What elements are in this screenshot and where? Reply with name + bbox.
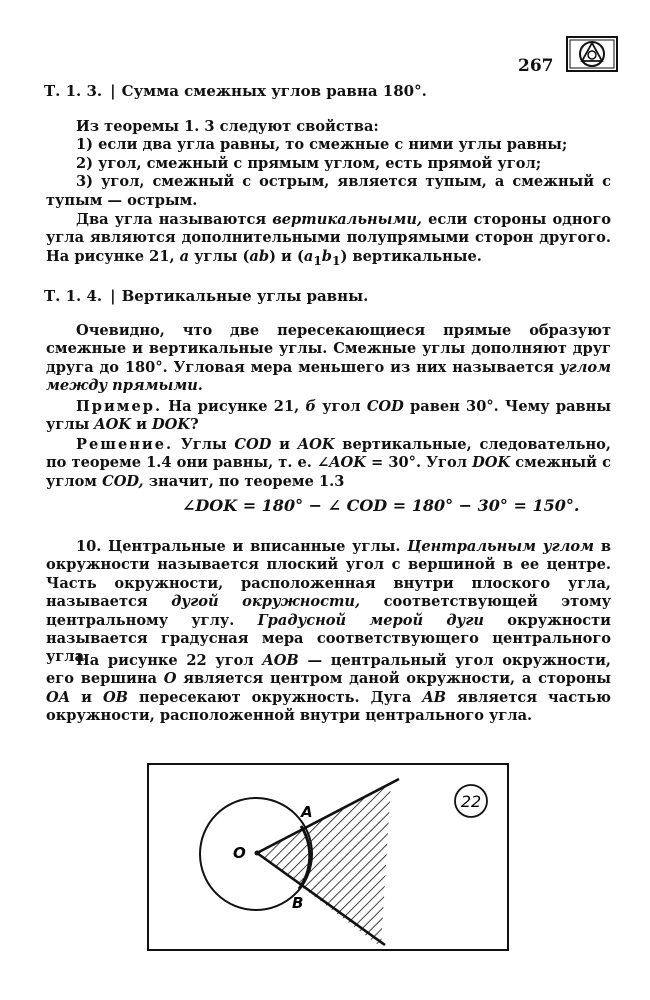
- text: ∠AOK: [316, 454, 366, 472]
- term-central-angle: Центральным углом: [400, 538, 595, 555]
- text: OA: [46, 688, 71, 706]
- text: На рисунке 21,: [162, 398, 306, 415]
- text: AOK: [94, 416, 132, 434]
- text: 1: [313, 253, 322, 268]
- intersecting-lines-paragraph: [46, 322, 611, 396]
- property-3: 3) угол, смежный с острым, является тупым, а смежный с тупым — острым.: [46, 173, 611, 209]
- theorem-bar: |: [110, 82, 116, 100]
- theorem-bar: |: [110, 287, 116, 305]
- text: равен 30°. Чему равны углы: [46, 398, 611, 434]
- text: окружности называется градусная мера соответствующего центрального угла.: [46, 611, 611, 666]
- label-a: A: [301, 803, 313, 821]
- text: AOK: [297, 436, 335, 453]
- text: COD,: [102, 472, 144, 490]
- text: DOK: [472, 454, 511, 472]
- text: является частью окружности, расположенной внутри центрального угла.: [46, 688, 611, 725]
- text: 1: [332, 253, 341, 268]
- vertical-angles-definition: [46, 211, 611, 270]
- text: ) вертикальные.: [340, 247, 482, 265]
- shaded-angle-region: [257, 783, 391, 947]
- theorem-statement: Вертикальные углы равны.: [121, 287, 369, 305]
- text: вертикальные, следовательно, по теореме 1.4 они равны, т. е.: [46, 436, 611, 472]
- property-2: 2) угол, смежный с прямым углом, есть прямой угол;: [76, 154, 542, 172]
- text: = 30°. Угол: [365, 454, 473, 472]
- theorem-label: Т. 1. 3.: [44, 82, 103, 100]
- properties-intro: Из теоремы 1. 3 следуют свойства:: [76, 118, 379, 135]
- text: а: [179, 247, 190, 265]
- term-angle-between-lines: углом между прямыми.: [46, 358, 611, 395]
- term-arc-degree: Градусной мерой дуги: [257, 611, 485, 629]
- text: если стороны одного угла являются дополнительными полупрямыми сторон другого. На рисунке 21,: [46, 211, 611, 265]
- text: и: [131, 416, 153, 434]
- text: Очевидно, что две пересекающиеся прямые образуют смежные и вертикальные углы. Смежные углы дополняют друг друга до 180°. Угловая мера меньшего из них называется: [46, 322, 611, 376]
- center-point: [255, 851, 260, 856]
- text: COD: [234, 436, 272, 453]
- text: б: [305, 398, 316, 415]
- text: ?: [190, 416, 199, 434]
- figure-22-drawing: [149, 765, 507, 949]
- property-1: 1) если два угла равны, то смежные с ними углы равны;: [76, 136, 568, 154]
- text: b: [321, 247, 333, 265]
- text: в окружности называется плоский угол с вершиной в ее центре. Часть окружности, расположенная внутри плоского угла, называется: [46, 538, 611, 611]
- label-o: O: [233, 844, 246, 862]
- formula-dok: ∠DOK = 180° − ∠ COD = 180° − 30° = 150°.: [182, 496, 580, 515]
- text: COD: [366, 398, 404, 415]
- properties-paragraph: [46, 118, 611, 210]
- text: OB: [102, 688, 128, 706]
- theorem-1-4: [44, 287, 368, 305]
- page-number: 267: [518, 56, 554, 76]
- text: угол: [316, 398, 367, 415]
- text: значит, по теореме 1.3: [143, 472, 345, 490]
- term-arc: дугой окружности,: [171, 593, 361, 611]
- figure-22: [147, 763, 509, 951]
- text: углы (: [189, 247, 250, 265]
- theorem-statement: Сумма смежных углов равна 180°.: [121, 82, 427, 100]
- text: Два угла называются: [76, 211, 273, 228]
- text: ab: [249, 247, 270, 265]
- solution-label: Решение.: [76, 436, 174, 453]
- text: Углы: [173, 436, 235, 453]
- text: и: [271, 436, 298, 453]
- text: a: [303, 247, 314, 265]
- text: и: [70, 688, 103, 706]
- text: пересекают окружность. Дуга: [128, 688, 423, 706]
- theorem-label: Т. 1. 4.: [44, 287, 103, 305]
- text: соответствующей этому центральному углу.: [46, 593, 611, 629]
- term-vertical: вертикальными,: [272, 211, 423, 228]
- text: На рисунке 22 угол: [76, 652, 263, 669]
- figure-22-paragraph: [46, 652, 611, 726]
- text: O: [163, 670, 177, 688]
- text: ) и (: [269, 247, 304, 265]
- label-b: B: [292, 894, 304, 912]
- text: — центральный угол окружности, его вершина: [46, 652, 612, 688]
- text: является центром даной окружности, а стороны: [176, 670, 611, 688]
- text: AOB: [262, 652, 299, 669]
- text: AB: [422, 688, 447, 706]
- section-10-paragraph: [46, 538, 611, 667]
- circle-triangle-emblem-icon: [566, 36, 618, 72]
- text: DOK: [152, 416, 191, 434]
- example-label: Пример.: [76, 398, 163, 415]
- text: смежный с углом: [46, 454, 611, 490]
- figure-number: 22: [460, 792, 482, 811]
- section-title: 10. Центральные и вписанные углы.: [76, 538, 401, 555]
- solution-paragraph: [46, 436, 611, 491]
- example-paragraph: [46, 398, 611, 435]
- theorem-1-3: [44, 82, 427, 100]
